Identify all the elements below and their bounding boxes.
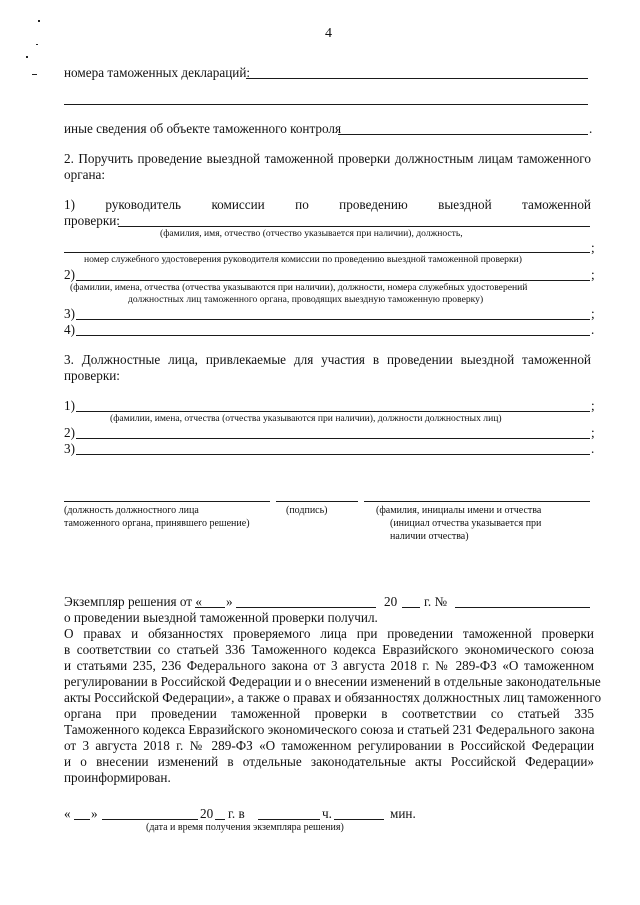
caption-officers-line2: должностных лиц таможенного органа, проводящих выездную таможенную проверку) — [128, 294, 484, 305]
dt-open-quote: « — [64, 806, 71, 821]
period: . — [591, 441, 595, 456]
dt-year-field[interactable] — [215, 819, 225, 820]
caption-head-id: номер служебного удостоверения руководителя комиссии по проведению выездной таможенной проверки) — [84, 254, 522, 265]
scan-mark — [32, 74, 37, 75]
caption-head-name: (фамилия, имя, отчество (отчество указывается при наличии), должность, — [160, 228, 463, 239]
received-line: о проведении выездной таможенной проверки получил. — [64, 610, 378, 625]
page-number: 4 — [325, 26, 332, 41]
commission-head-field[interactable] — [118, 226, 590, 227]
rights-para-line: регулировании в Российской Федерации и о внесении изменений в отдельные законодательные — [64, 674, 601, 689]
rights-para-line: и статьями 235, 236 Федерального закона от 3 августа 2018 г. № 289-ФЗ «О таможенном — [64, 658, 594, 673]
dt-hours-label: ч. — [322, 806, 332, 821]
rights-para-last: проинформирован. — [64, 770, 171, 785]
copy-year-field[interactable] — [402, 607, 420, 608]
signature-name-caption-line1: (фамилия, инициалы имени и отчества — [376, 505, 542, 516]
caption-participants: (фамилии, имена, отчества (отчества указываются при наличии), должности должностных лиц) — [110, 413, 502, 424]
copy-month-field[interactable] — [236, 607, 376, 608]
dt-year-suffix: г. в — [228, 806, 245, 821]
rights-para-line: О правах и обязанностях проверяемого лица при проведении таможенной проверки — [64, 626, 594, 641]
dt-place-field[interactable] — [258, 819, 320, 820]
section2-item2-field[interactable] — [76, 280, 590, 281]
rights-para-line: в соответствии со статьей 336 Таможенного кодекса Евразийского экономического союза — [64, 642, 594, 657]
signature-name-caption-line2: (инициал отчества указывается при — [390, 518, 542, 529]
other-info-label: иные сведения об объекте таможенного контроля — [64, 121, 342, 136]
dt-year-prefix: 20 — [200, 806, 214, 821]
signature-position-caption-line1: (должность должностного лица — [64, 505, 199, 516]
section2-item4-label: 4) — [64, 322, 75, 337]
section3-intro-line1: 3. Должностные лица, привлекаемые для участия в проведении выездной таможенной — [64, 352, 591, 367]
scan-mark — [36, 44, 38, 45]
declarations-field[interactable] — [246, 78, 588, 79]
period: . — [591, 322, 595, 337]
dt-minutes-field[interactable] — [334, 819, 384, 820]
section3-item1-field[interactable] — [76, 411, 590, 412]
semicolon: ; — [591, 425, 595, 440]
copy-year-prefix: 20 — [384, 594, 398, 609]
rights-para-line: акты Российской Федерации», а также о правах и обязанностях должностных лиц таможенного — [64, 690, 602, 705]
section3-item3-field[interactable] — [76, 454, 590, 455]
signature-sign-caption: (подпись) — [286, 505, 328, 516]
other-info-field[interactable] — [338, 134, 588, 135]
signature-name-line[interactable] — [364, 501, 590, 502]
dt-day-field[interactable] — [74, 819, 90, 820]
scan-mark — [38, 20, 40, 22]
copy-number-field[interactable] — [455, 607, 590, 608]
semicolon: ; — [591, 306, 595, 321]
section3-item3-label: 3) — [64, 441, 75, 456]
scan-mark — [26, 56, 28, 58]
semicolon: ; — [591, 240, 595, 255]
signature-sign-line[interactable] — [276, 501, 358, 502]
section2-item2-label: 2) — [64, 267, 75, 282]
semicolon: ; — [591, 398, 595, 413]
declarations-field-line2[interactable] — [64, 104, 588, 105]
section2-item1-line1: 1) руководитель комиссии по проведению выездной таможенной — [64, 197, 591, 212]
signature-position-caption-line2: таможенного органа, принявшего решение) — [64, 518, 250, 529]
rights-para-line: органа при проведении таможенной проверки в соответствии со статьей 335 — [64, 706, 594, 721]
copy-prefix: Экземпляр решения от « — [64, 594, 202, 609]
caption-officers-line1: (фамилии, имена, отчества (отчества указываются при наличии), должности, номера служебных удостоверений — [70, 282, 528, 293]
section2-item3-field[interactable] — [76, 319, 590, 320]
copy-day-field[interactable] — [195, 607, 225, 608]
declarations-label: номера таможенных деклараций: — [64, 65, 251, 80]
section2-item4-field[interactable] — [76, 335, 590, 336]
section2-intro-line2: органа: — [64, 167, 106, 182]
rights-para-line: и о внесении изменений в отдельные законодательные акты Российской Федерации» — [64, 754, 594, 769]
rights-para-line: Таможенного кодекса Евразийского экономического союза и статьей 231 Федерального закона — [64, 722, 595, 737]
dt-close-quote: » — [91, 806, 98, 821]
commission-head-field-line2[interactable] — [64, 252, 590, 253]
dt-caption: (дата и время получения экземпляра решения) — [146, 822, 344, 833]
section2-intro-line1: 2. Поручить проведение выездной таможенной проверки должностным лицам таможенного — [64, 151, 591, 166]
rights-para-line: от 3 августа 2018 г. № 289-ФЗ «О таможенном регулировании в Российской Федерации — [64, 738, 594, 753]
dt-month-field[interactable] — [102, 819, 198, 820]
section3-item1-label: 1) — [64, 398, 75, 413]
copy-quote: » — [226, 594, 233, 609]
other-info-end: . — [589, 121, 593, 136]
dt-minutes-label: мин. — [390, 806, 416, 821]
section3-item2-field[interactable] — [76, 438, 590, 439]
section2-item1-line2: проверки: — [64, 213, 120, 228]
copy-year-suffix: г. № — [424, 594, 448, 609]
semicolon: ; — [591, 267, 595, 282]
signature-name-caption-line3: наличии отчества) — [390, 531, 469, 542]
section3-item2-label: 2) — [64, 425, 75, 440]
signature-position-line[interactable] — [64, 501, 270, 502]
section3-intro-line2: проверки: — [64, 368, 120, 383]
section2-item3-label: 3) — [64, 306, 75, 321]
